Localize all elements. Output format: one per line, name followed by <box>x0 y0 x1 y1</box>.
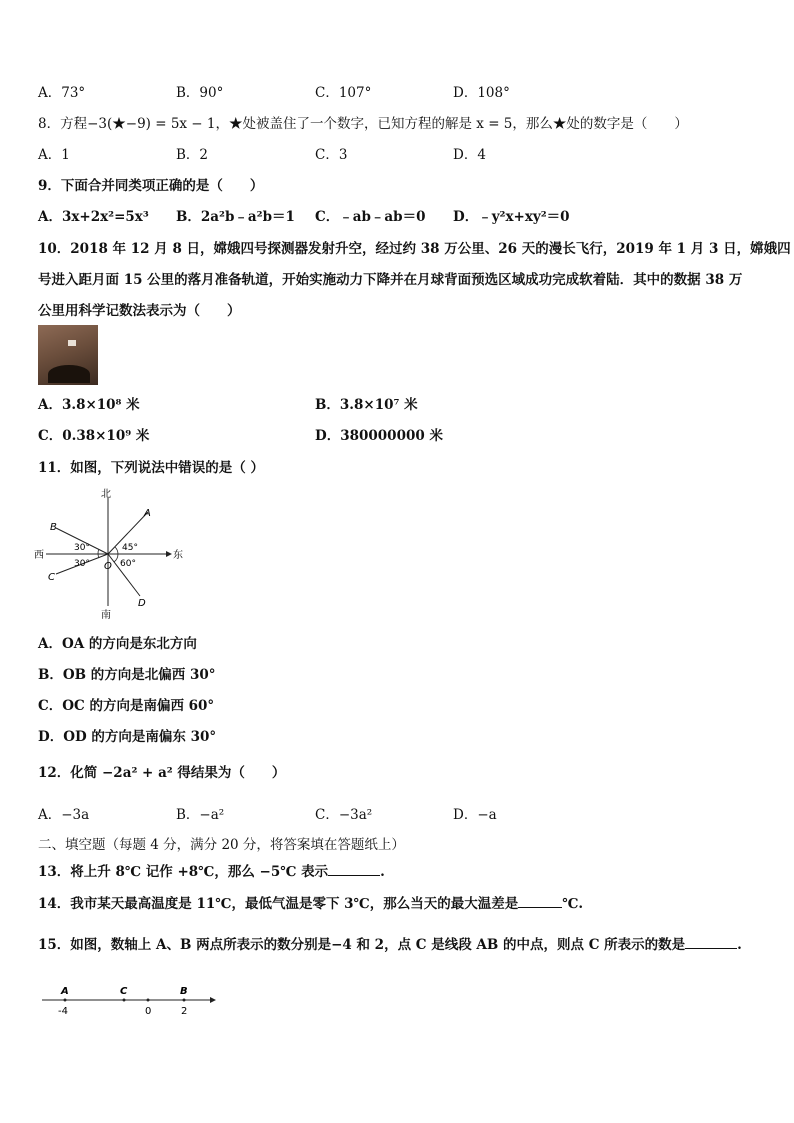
q7-option-d: D．108° <box>453 85 510 101</box>
number-line <box>38 982 228 1022</box>
q8-option-b: B．2 <box>176 147 209 163</box>
angle-label-30-lower: 30° <box>74 559 90 569</box>
numberline-label-a: A <box>61 986 69 997</box>
q11-option-a: A．OA 的方向是东北方向 <box>38 636 197 652</box>
q8-option-c: C．3 <box>315 147 348 163</box>
q11-option-d: D．OD 的方向是南偏东 30° <box>38 729 217 745</box>
q15-text: 15．如图，数轴上 A、B 两点所表示的数分别是−4 和 2，点 C 是线段 AB 的中点，则点 C 所表示的数是 <box>38 937 686 953</box>
q14-end: ℃. <box>562 896 584 912</box>
q12-option-b: B．−a² <box>176 807 225 823</box>
point-d: D <box>138 598 146 609</box>
point-b: B <box>50 522 57 533</box>
q14-text: 14．我市某天最高温度是 11℃，最低气温是零下 3℃，那么当天的最大温差是 <box>38 896 519 912</box>
angle-arc-60 <box>114 554 118 562</box>
east-arrowhead <box>166 551 172 557</box>
point-a: A <box>144 508 151 519</box>
q9-option-c: C．﹣ab﹣ab＝0 <box>315 209 426 225</box>
number-line-arrowhead <box>210 997 216 1003</box>
q13-text: 13．将上升 8℃ 记作 +8℃，那么 −5℃ 表示 <box>38 864 329 880</box>
q13-question <box>38 863 385 881</box>
q12-option-a: A．−3a <box>38 807 90 823</box>
q15-answer-blank[interactable] <box>685 936 737 949</box>
point-origin-dot <box>147 999 150 1002</box>
q9-option-d: D．﹣y²x+xy²＝0 <box>453 209 570 225</box>
q11-option-b: B．OB 的方向是北偏西 30° <box>38 667 216 683</box>
q10-stem-line3: 公里用科学记数法表示为（ ） <box>38 303 241 319</box>
lunar-landing-photo <box>38 325 98 385</box>
numberline-tick-neg4: -4 <box>58 1006 68 1017</box>
q10-option-c: C．0.38×10⁹ 米 <box>38 428 150 444</box>
q9-option-a: A．3x+2x²=5x³ <box>38 209 149 225</box>
q8-stem: 8．方程−3(★−9) = 5x − 1，★处被盖住了一个数字，已知方程的解是 x = 5，那么★处的数字是（ ） <box>38 116 688 132</box>
q15-end: . <box>737 937 742 953</box>
q11-option-c: C．OC 的方向是南偏西 60° <box>38 698 215 714</box>
angle-arc-45 <box>115 547 118 554</box>
direction-diagram <box>34 486 184 622</box>
numberline-tick-2: 2 <box>181 1006 188 1017</box>
section-fill-in-heading: 二、填空题（每题 4 分，满分 20 分，将答案填在答题纸上） <box>38 837 405 853</box>
q7-option-a: A．73° <box>38 85 86 101</box>
numberline-tick-0: 0 <box>145 1006 152 1017</box>
numberline-label-c: C <box>120 986 128 997</box>
q10-stem-line1: 10．2018 年 12 月 8 日，嫦娥四号探测器发射升空，经过约 38 万公里、26 天的漫长飞行，2019 年 1 月 3 日，嫦娥四 <box>38 241 791 257</box>
q9-stem: 9．下面合并同类项正确的是（ ） <box>38 178 264 194</box>
angle-arc-30-upper <box>98 549 99 554</box>
label-north: 北 <box>101 489 111 500</box>
q14-question <box>38 895 583 913</box>
point-b-dot <box>183 999 186 1002</box>
q14-answer-blank[interactable] <box>518 895 562 908</box>
q9-option-b: B．2a²b﹣a²b＝1 <box>176 209 295 225</box>
q12-stem: 12．化简 −2a² + a² 得结果为（ ） <box>38 765 286 781</box>
q11-stem: 11．如图，下列说法中错误的是（ ） <box>38 460 264 476</box>
angle-label-30-upper: 30° <box>74 543 90 553</box>
point-c-dot <box>123 999 126 1002</box>
label-east: 东 <box>173 550 183 561</box>
q7-option-b: B．90° <box>176 85 224 101</box>
rover-shape <box>68 340 76 346</box>
q10-option-b: B．3.8×10⁷ 米 <box>315 397 418 413</box>
q12-option-c: C．−3a² <box>315 807 373 823</box>
q12-option-d: D．−a <box>453 807 497 823</box>
q8-option-a: A．1 <box>38 147 70 163</box>
q10-option-d: D．380000000 米 <box>315 428 443 444</box>
point-a-dot <box>64 999 67 1002</box>
lander-shadow <box>48 365 90 383</box>
point-o: O <box>104 561 112 572</box>
q7-option-c: C．107° <box>315 85 372 101</box>
label-west: 西 <box>34 550 44 561</box>
q13-end: . <box>380 864 385 880</box>
q10-stem-line2: 号进入距月面 15 公里的落月准备轨道，开始实施动力下降并在月球背面预选区域成功完成软着陆．其中的数据 38 万 <box>38 272 743 288</box>
q10-option-a: A．3.8×10⁸ 米 <box>38 397 140 413</box>
angle-label-60: 60° <box>120 559 136 569</box>
q13-answer-blank[interactable] <box>328 863 380 876</box>
angle-label-45: 45° <box>122 543 138 553</box>
numberline-label-b: B <box>180 986 188 997</box>
point-c: C <box>48 572 55 583</box>
label-south: 南 <box>101 610 111 621</box>
q8-option-d: D．4 <box>453 147 486 163</box>
q15-question <box>38 936 742 954</box>
